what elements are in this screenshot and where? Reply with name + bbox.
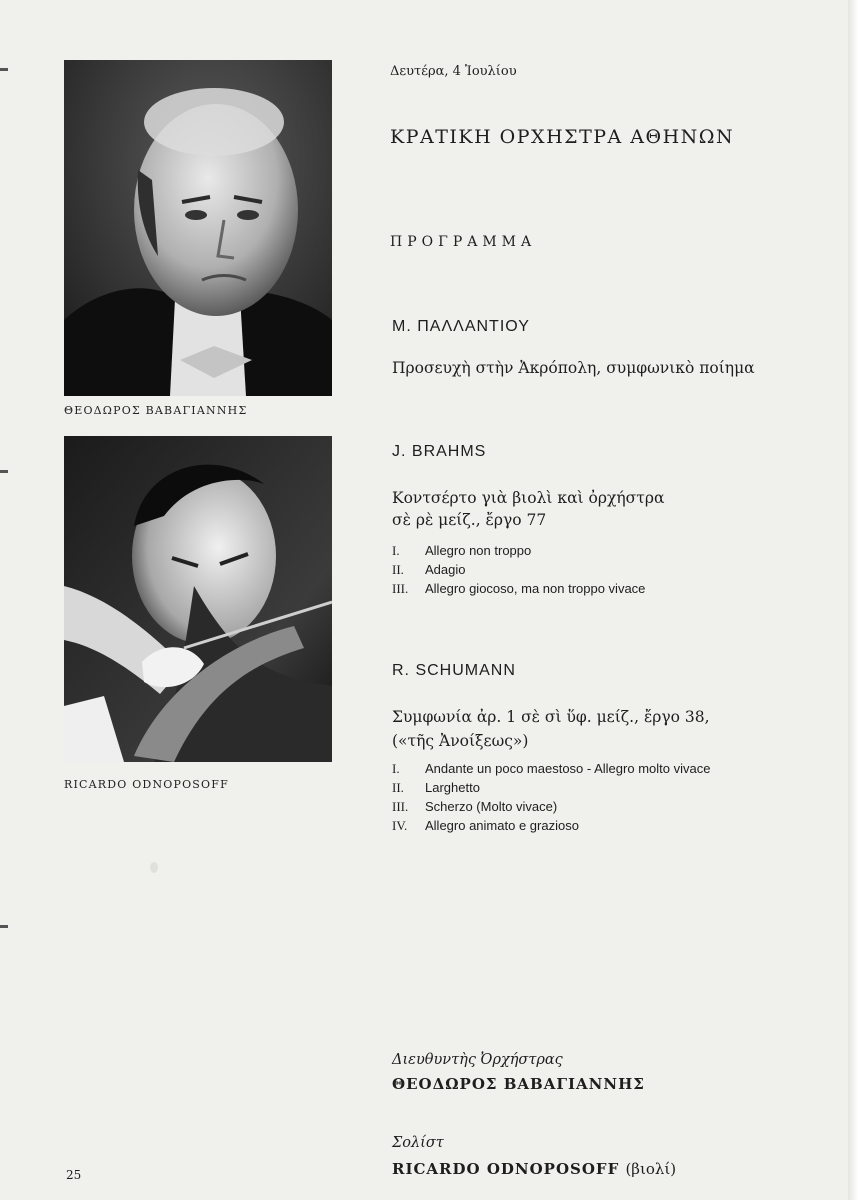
- movement-item: II. Larghetto: [392, 780, 480, 795]
- conductor-photo: [64, 60, 332, 396]
- binding-mark: [0, 68, 8, 71]
- paper-speck: [150, 862, 158, 873]
- binding-mark: [0, 925, 8, 928]
- conductor-role: Διευθυντὴς Ὀρχήστρας: [392, 1052, 563, 1068]
- binding-mark: [0, 470, 8, 473]
- work-title: Κοντσέρτο γιὰ βιολὶ καὶ ὀρχήστρα: [392, 489, 665, 507]
- work-subtitle: («τῆς Ἀνοίξεως»): [392, 732, 529, 750]
- brahms-movements: [392, 541, 645, 598]
- orchestra-title: ΚΡΑΤΙΚΗ ΟΡΧΗΣΤΡΑ ΑΘΗΝΩΝ: [390, 126, 735, 148]
- movement-item: I. Andante un poco maestoso - Allegro molto vivace: [392, 761, 711, 776]
- soloist-caption: RICARDO ODNOPOSOFF: [64, 778, 229, 791]
- work-subtitle: σὲ ρὲ μείζ., ἔργο 77: [392, 511, 547, 529]
- work-title: Προσευχὴ στὴν Ἀκρόπολη, συμφωνικὸ ποίημα: [392, 359, 755, 377]
- movement-item: III. Allegro giocoso, ma non troppo vivace: [392, 581, 646, 596]
- program-heading: ΠΡΟΓΡΑΜΜΑ: [390, 234, 537, 250]
- composer-brahms: J. BRAHMS: [392, 443, 487, 460]
- page-number: 25: [66, 1168, 82, 1182]
- movement-item: II. Adagio: [392, 562, 466, 577]
- movement-item: I. Allegro non troppo: [392, 543, 532, 558]
- soloist-instrument: (βιολί): [625, 1160, 677, 1178]
- schumann-movements: [392, 759, 710, 835]
- work-title: Συμφωνία ἀρ. 1 σὲ σὶ ὕφ. μείζ., ἔργο 38,: [392, 708, 710, 726]
- conductor-caption: ΘΕΟΔΩΡΟΣ ΒΑΒΑΓΙΑΝΝΗΣ: [64, 404, 248, 417]
- composer-schumann: R. SCHUMANN: [392, 662, 516, 679]
- concert-date: Δευτέρα, 4 Ἰουλίου: [390, 64, 517, 79]
- movement-item: III. Scherzo (Molto vivace): [392, 799, 558, 814]
- soloist-name: RICARDO ODNOPOSOFF (βιολί): [392, 1160, 677, 1178]
- page-edge: [848, 0, 858, 1200]
- composer-pallantiou: Μ. ΠΑΛΛΑΝΤΙΟΥ: [392, 318, 530, 335]
- movement-item: IV. Allegro animato e grazioso: [392, 818, 579, 833]
- conductor-name: ΘΕΟΔΩΡΟΣ ΒΑΒΑΓΙΑΝΝΗΣ: [392, 1075, 645, 1093]
- soloist-photo: [64, 436, 332, 762]
- soloist-role: Σολίστ: [392, 1135, 444, 1151]
